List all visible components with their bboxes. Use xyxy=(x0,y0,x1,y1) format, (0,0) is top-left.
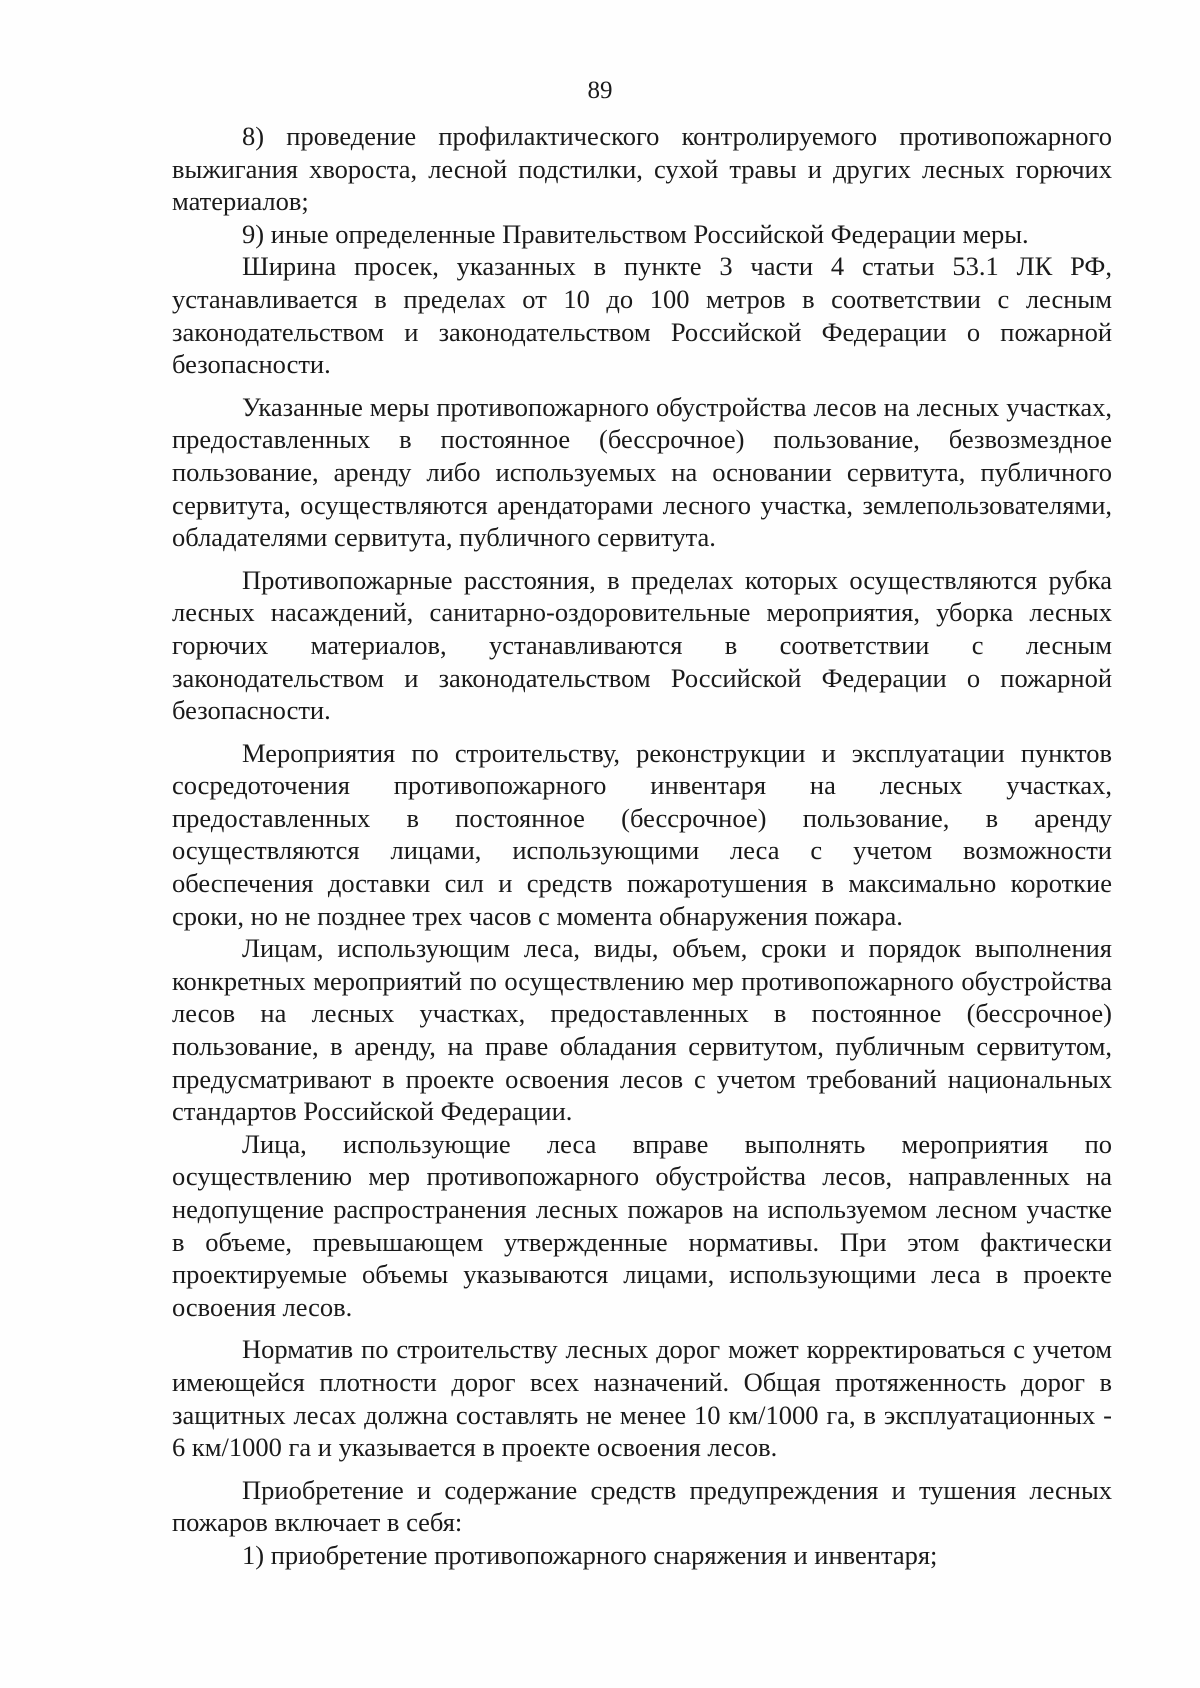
paragraph-clearing-width: Ширина просек, указанных в пункте 3 части 4 статьи 53.1 ЛК РФ, устанавливается в пределах от 10 до 100 метров в соответствии с лесным законодательством и законодательством Российской Федерации о пожарной безопасности. xyxy=(172,251,1112,380)
paragraph-item-1: 1) приобретение противопожарного снаряжения и инвентаря; xyxy=(242,1539,938,1570)
document-body xyxy=(172,120,1112,1572)
paragraph-item-9: 9) иные определенные Правительством Российской Федерации меры. xyxy=(242,218,1029,249)
paragraph-road-standard: Норматив по строительству лесных дорог может корректироваться с учетом имеющейся плотности дорог всех назначений. Общая протяженность дорог в защитных лесах должна составлять не менее 10 км/1000 га, в эксплуатационных - 6 км/1000 га и указывается в проекте освоения лесов. xyxy=(172,1334,1112,1463)
paragraph-fire-distances: Противопожарные расстояния, в пределах которых осуществляются рубка лесных насаждений, санитарно-оздоровительные мероприятия, уборка лесных горючих материалов, устанавливаются в соответствии с лесным законодательством и законодательством Российской Федерации о пожарной безопасности. xyxy=(172,564,1112,726)
paragraph-forest-users: Лицам, использующим леса, виды, объем, сроки и порядок выполнения конкретных мероприятий по осуществлению мер противопожарного обустройства лесов на лесных участках, предоставленных в постоянное (бессрочное) пользование, в аренду, на праве обладания сервитутом, публичным сервитутом, предусматривают в проекте освоения лесов с учетом требований национальных стандартов Российской Федерации. xyxy=(172,933,1112,1127)
paragraph-additional-measures: Лица, использующие леса вправе выполнять мероприятия по осуществлению мер противопожарного обустройства лесов, направленных на недопущение распространения лесных пожаров на используемом лесном участке в объеме, превышающем утвержденные нормативы. При этом фактически проектируемые объемы указываются лицами, использующими леса в проекте освоения лесов. xyxy=(172,1128,1112,1322)
paragraph-fire-measures: Указанные меры противопожарного обустройства лесов на лесных участках, предоставленных в постоянное (бессрочное) пользование, безвозмездное пользование, аренду либо используемых на основании сервитута, публичного сервитута, осуществляются арендаторами лесного участка, землепользователями, обладателями сервитута, публичного сервитута. xyxy=(172,391,1112,553)
paragraph-inventory-points: Мероприятия по строительству, реконструкции и эксплуатации пунктов сосредоточения противопожарного инвентаря на лесных участках, предоставленных в постоянное (бессрочное) пользование, в аренду осуществляются лицами, использующими леса с учетом возможности обеспечения доставки сил и средств пожаротушения в максимально короткие сроки, но не позднее трех часов с момента обнаружения пожара. xyxy=(172,737,1112,931)
paragraph-item-8: 8) проведение профилактического контролируемого противопожарного выжигания хвороста, лесной подстилки, сухой травы и других лесных горючих материалов; xyxy=(172,121,1112,217)
page-number: 89 xyxy=(587,77,613,104)
paragraph-equipment-acquisition: Приобретение и содержание средств предупреждения и тушения лесных пожаров включает в себя: xyxy=(172,1474,1112,1538)
